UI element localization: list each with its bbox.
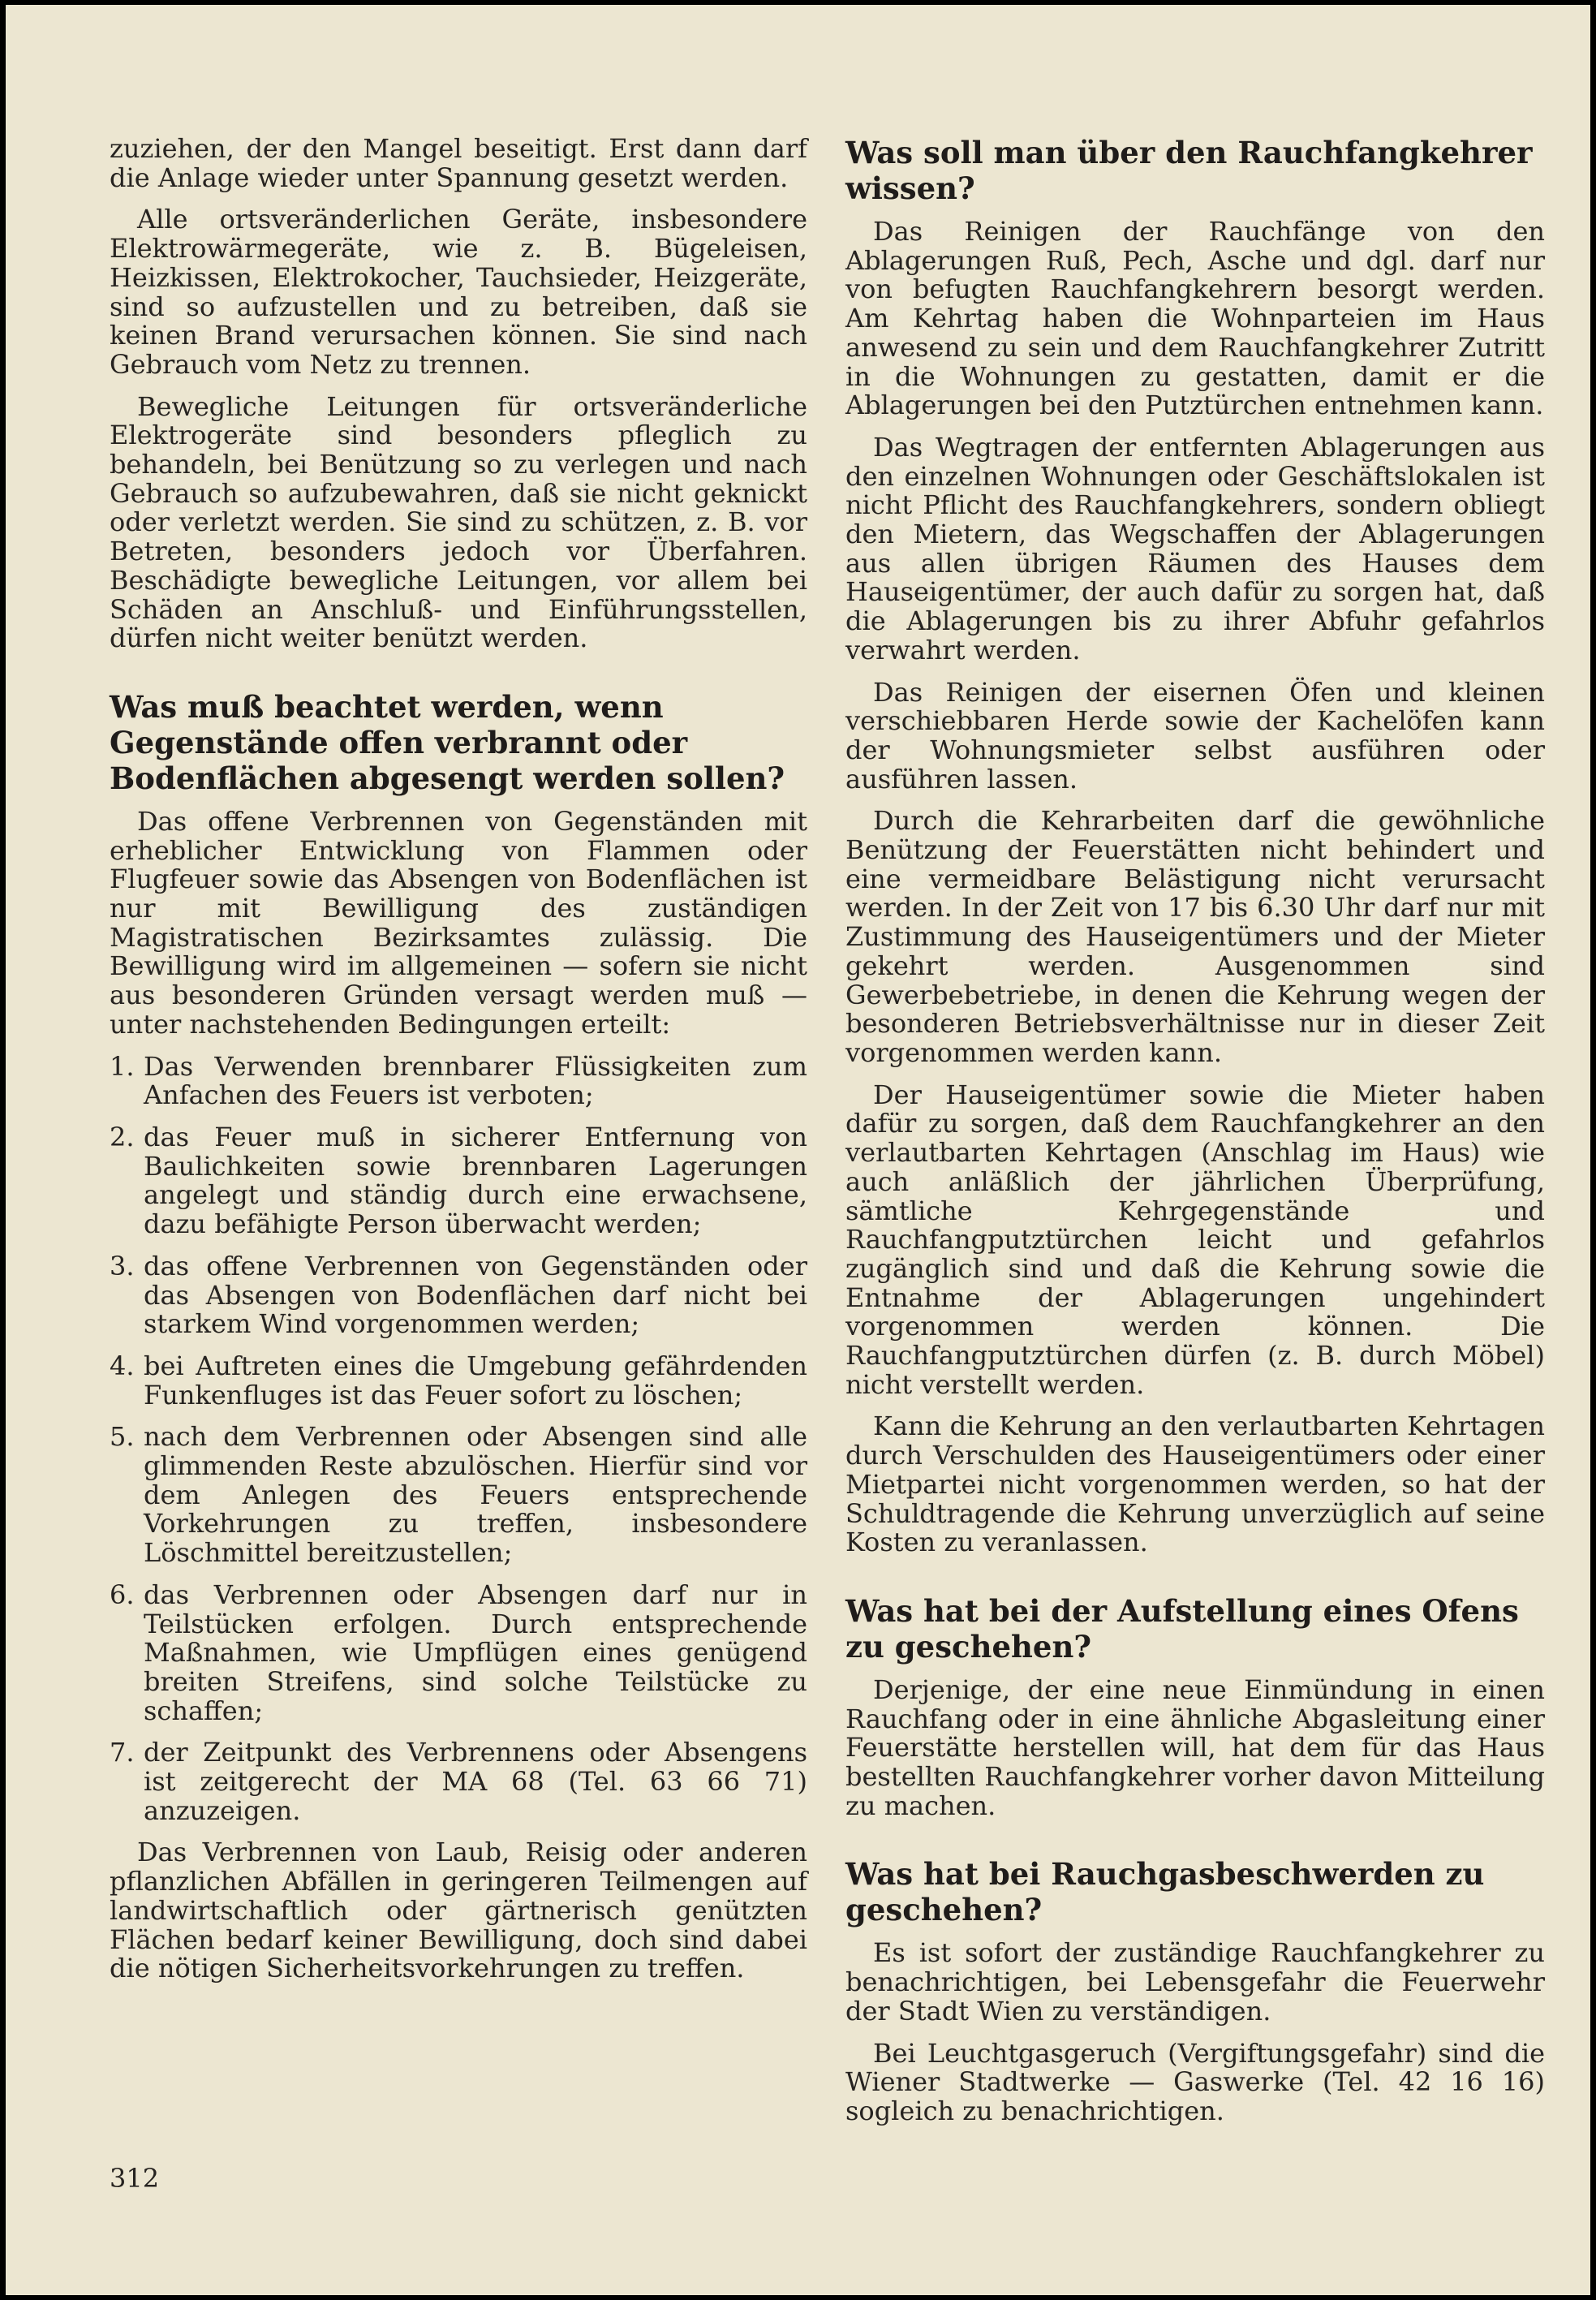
list-item-text: bei Auftreten eines die Umgebung gefährdenden Funkenfluges ist das Feuer sofort zu löschen; (144, 1350, 807, 1411)
list-item-text: der Zeitpunkt des Verbrennens oder Absengens ist zeitgerecht der MA 68 (Tel. 63 66 71) anzuzeigen. (144, 1737, 807, 1826)
paragraph-sweep-removal: Das Wegtragen der entfernten Ablagerungen aus den einzelnen Wohnungen oder Geschäftslokalen ist nicht Pflicht des Rauchfangkehrers, sondern obliegt den Mietern, das Wegschaffen der Ablagerungen aus allen übrigen Räumen des Hauses dem Hauseigentümer, der auch dafür zu sorgen hat, daß die Ablagerungen bis zu ihrer Abfuhr gefahrlos verwahrt werden. (845, 431, 1545, 665)
list-item (110, 1423, 807, 1568)
left-column (110, 135, 807, 1996)
list-item-text: das Verbrennen oder Absengen darf nur in Teilstücken erfolgen. Durch entsprechende Maßnahmen, wie Umpflügen eines genügend breiten Streifens, sind solche Teilstücke zu schaffen; (144, 1579, 807, 1726)
page-number: 312 (110, 2163, 160, 2194)
paragraph-flue-notify: Es ist sofort der zuständige Rauchfangkehrer zu benachrichtigen, bei Lebensgefahr die Feuerwehr der Stadt Wien zu verständigen. (845, 1937, 1545, 2026)
paragraph-sweep-fault: Kann die Kehrung an den verlautbarten Kehrtagen durch Verschulden des Hauseigentümers oder einer Mietpartei nicht vorgenommen werden, so hat der Schuldtragende die Kehrung unverzüglich auf seine Kosten zu veranlassen. (845, 1411, 1545, 1558)
list-item-text: Das Verwenden brennbarer Flüssigkeiten zum Anfachen des Feuers ist verboten; (144, 1050, 807, 1111)
paragraph-flexible-cables: Bewegliche Leitungen für ortsveränderliche Elektrogeräte sind besonders pfleglich zu behandeln, bei Benützung so zu verlegen und nach Gebrauch so aufzubewahren, daß sie nicht geknickt oder verletzt werden. Sie sind zu schützen, z. B. vor Betreten, besonders jedoch vor Überfahren. Beschädigte bewegliche Leitungen, vor allem bei Schäden an Anschluß- und Einführungsstellen, dürfen nicht weiter benützt werden. (110, 390, 807, 654)
paragraph-stove-notice: Derjenige, der eine neue Einmündung in einen Rauchfang oder in eine ähnliche Abgasleitung einer Feuerstätte herstellen will, hat dem für das Haus bestellten Rauchfangkehrer vorher davon Mitteilung zu machen. (845, 1673, 1545, 1821)
list-item (110, 1352, 807, 1410)
heading-stove-installation: Was hat bei der Aufstellung eines Ofens zu geschehen? (845, 1592, 1519, 1665)
right-column (845, 135, 1545, 2139)
list-item (110, 1581, 807, 1726)
list-item-number: 1. (110, 1050, 135, 1082)
list-item (110, 1050, 807, 1111)
paragraph-electric-defect: zuziehen, der den Mangel beseitigt. Erst dann darf die Anlage wieder unter Spannung gesetzt werden. (110, 133, 807, 193)
paragraph-sweep-cleaning: Das Reinigen der Rauchfänge von den Ablagerungen Ruß, Pech, Asche und dgl. darf nur von befugten Rauchfangkehrern besorgt werden. Am Kehrtag haben die Wohnparteien im Haus anwesend zu sein und dem Rauchfangkehrer Zutritt in die Wohnungen zu gestatten, damit er die Ablagerungen bei den Putztürchen entnehmen kann. (845, 216, 1545, 421)
list-item-text: nach dem Verbrennen oder Absengen sind alle glimmenden Reste abzulöschen. Hierfür sind vor dem Anlegen des Feuers entsprechende Vorkehrungen zu treffen, insbesondere Löschmittel bereitzustellen; (144, 1421, 807, 1569)
heading-chimney-sweep: Was soll man über den Rauchfangkehrer wissen? (845, 135, 1533, 206)
heading-flue-gas-complaints: Was hat bei Rauchgasbeschwerden zu geschehen? (845, 1856, 1485, 1928)
paragraph-sweep-access: Der Hauseigentümer sowie die Mieter haben dafür zu sorgen, daß dem Rauchfangkehrer an den verlautbarten Kehrtagen (Anschlag im Haus) wie auch anläßlich der jährlichen Überprüfung, sämtliche Kehrgegenstände und Rauchfangputztürchen leicht und gefahrlos zugänglich sind und daß die Kehrung sowie die Entnahme der Ablagerungen ungehindert vorgenommen werden können. Die Rauchfangputztürchen dürfen (z. B. durch Möbel) nicht verstellt werden. (845, 1079, 1545, 1400)
list-item (110, 1252, 807, 1339)
list-item (110, 1738, 807, 1825)
list-item-number: 4. (110, 1350, 135, 1381)
burning-conditions-list (110, 1050, 807, 1826)
list-item-number: 6. (110, 1579, 135, 1610)
paragraph-portable-devices: Alle ortsveränderlichen Geräte, insbesondere Elektrowärmegeräte, wie z. B. Bügeleisen, Heizkissen, Elektrokocher, Tauchsieder, Heizgeräte, sind so aufzustellen und zu betreiben, daß sie keinen Brand verursachen können. Sie sind nach Gebrauch vom Netz zu trennen. (110, 204, 807, 380)
heading-open-burning: Was muß beachtet werden, wenn Gegenstände offen verbrannt oder Bodenflächen abgesengt werden sollen? (110, 688, 785, 796)
paragraph-stove-cleaning: Das Reinigen der eisernen Öfen und kleinen verschiebbaren Herde sowie der Kachelöfen kann der Wohnungsmieter selbst ausführen oder ausführen lassen. (845, 676, 1545, 795)
list-item-number: 7. (110, 1737, 135, 1768)
list-item-text: das offene Verbrennen von Gegenständen oder das Absengen von Bodenflächen darf nicht bei starkem Wind vorgenommen werden; (144, 1250, 807, 1340)
list-item-number: 5. (110, 1421, 135, 1453)
paragraph-burning-permit: Das offene Verbrennen von Gegenständen mit erheblicher Entwicklung von Flammen oder Flugfeuer sowie das Absengen von Bodenflächen ist nur mit Bewilligung des zuständigen Magistratischen Bezirksamtes zulässig. Die Bewilligung wird im allgemeinen — sofern sie nicht aus besonderen Gründen versagt werden muß — unter nachstehenden Bedingungen erteilt: (110, 805, 807, 1040)
list-item-text: das Feuer muß in sicherer Entfernung von Baulichkeiten sowie brennbaren Lagerungen angelegt und ständig durch eine erwachsene, dazu befähigte Person überwacht werden; (144, 1121, 807, 1240)
document-page (6, 5, 1590, 2295)
list-item-number: 2. (110, 1121, 135, 1152)
paragraph-sweep-hours: Durch die Kehrarbeiten darf die gewöhnliche Benützung der Feuerstätten nicht behindert und eine vermeidbare Belästigung nicht verursacht werden. In der Zeit von 17 bis 6.30 Uhr darf nur mit Zustimmung des Hauseigentümers und der Mieter gekehrt werden. Ausgenommen sind Gewerbebetriebe, in denen die Kehrung wegen der besonderen Betriebsverhältnisse nur in dieser Zeit vorgenommen werden kann. (845, 805, 1545, 1068)
paragraph-gas-smell: Bei Leuchtgasgeruch (Vergiftungsgefahr) sind die Wiener Stadtwerke — Gaswerke (Tel. 42 16 16) sogleich zu benachrichtigen. (845, 2037, 1545, 2126)
paragraph-plant-waste: Das Verbrennen von Laub, Reisig oder anderen pflanzlichen Abfällen in geringeren Teilmengen auf landwirtschaftlich oder gärtnerisch genützten Flächen bedarf keiner Bewilligung, doch sind dabei die nötigen Sicherheitsvorkehrungen zu treffen. (110, 1837, 807, 1984)
list-item-number: 3. (110, 1250, 135, 1281)
list-item (110, 1123, 807, 1239)
